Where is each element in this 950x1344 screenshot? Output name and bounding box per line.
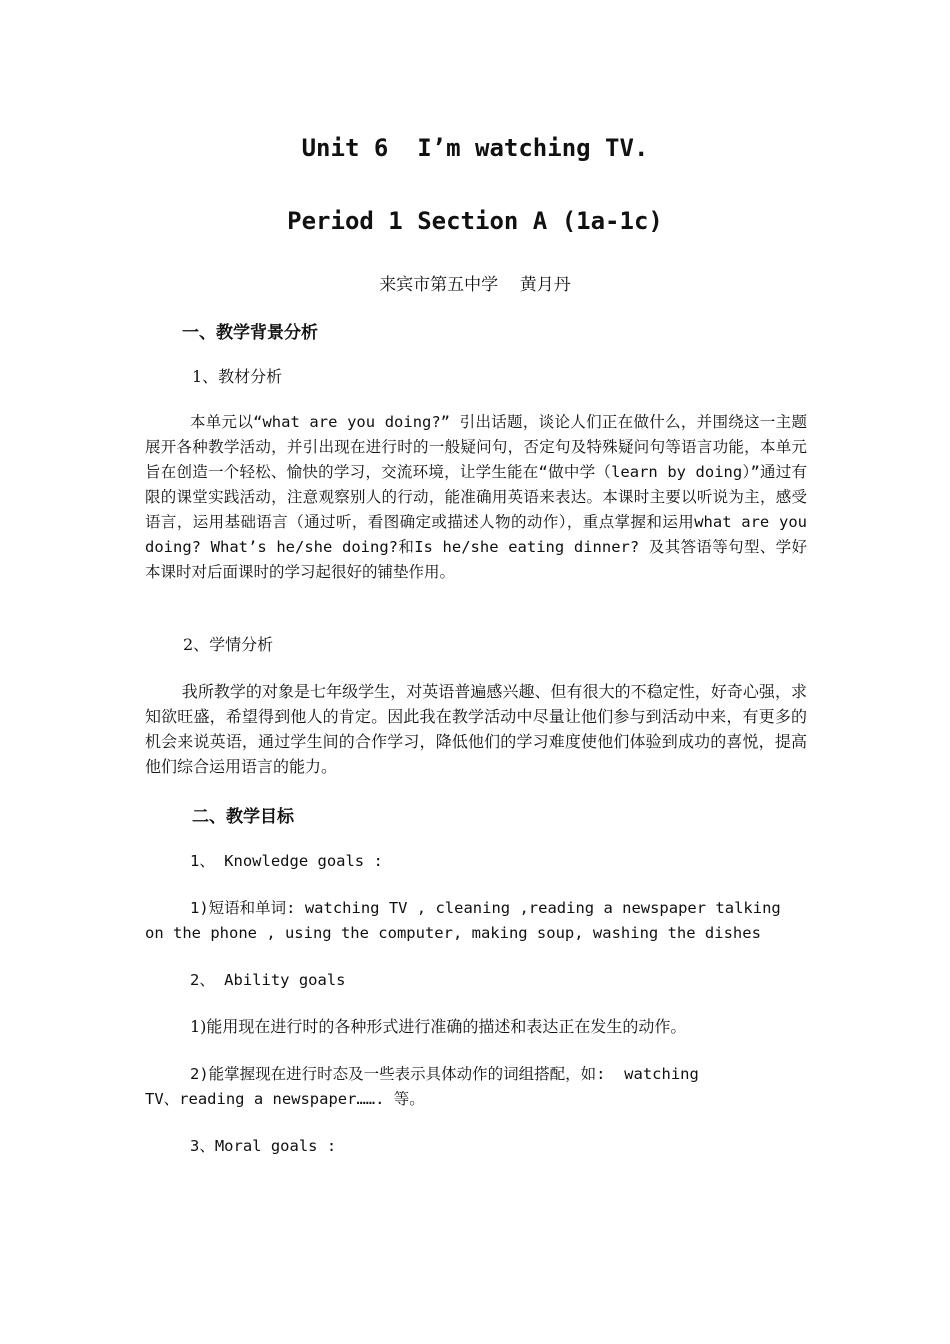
goal-ability-item1: 1)能用现在进行时的各种形式进行准确的描述和表达正在发生的动作。 bbox=[190, 1017, 687, 1036]
goal-ability-item2-line1: 2)能掌握现在进行时态及一些表示具体动作的词组搭配，如: watching bbox=[190, 1065, 699, 1083]
goal-knowledge-item-line2: on the phone , using the computer, making soup, washing the dishes bbox=[145, 924, 761, 942]
paragraph-textbook-analysis: 本单元以“what are you doing?” 引出话题，谈论人们正在做什么，并围绕这一主题展开各种教学活动，并引出现在进行时的一般疑问句，否定句及特殊疑问句等语言功能，本单元旨在创造一个轻松、愉快的学习，交流环境，让学生能在“做中学（learn by doing）”通过有限的课堂实践活动，注意观察别人的行动，能准确用英语来表达。本课时主要以听说为主，感受语言，运用基础语言（通过听，看图确定或描述人物的动作），重点掌握和运用what are you doing? What’s he/she doing?和Is he/she eating dinner? 及其答语等句型、学好本课时对后面课时的学习起很好的铺垫作用。 bbox=[145, 413, 807, 581]
goal-knowledge-heading: 1、 Knowledge goals : bbox=[190, 852, 383, 870]
section-heading-objectives: 二、教学目标 bbox=[192, 807, 294, 827]
goal-moral-heading: 3、Moral goals : bbox=[190, 1137, 337, 1155]
document-title: Unit 6 I’m watching TV. bbox=[301, 134, 649, 162]
goal-ability-item2-line2: TV、reading a newspaper……. 等。 bbox=[145, 1090, 425, 1108]
goal-knowledge-item-line1: 1)短语和单词: watching TV , cleaning ,reading a newspaper talking bbox=[190, 899, 781, 917]
paragraph-student-analysis: 我所教学的对象是七年级学生，对英语普遍感兴趣、但有很大的不稳定性，好奇心强，求知欲旺盛，希望得到他人的肯定。因此我在教学活动中尽量让他们参与到活动中来，有更多的机会来说英语，通过学生间的合作学习，降低他们的学习难度使他们体验到成功的喜悦，提高他们综合运用语言的能力。 bbox=[145, 682, 807, 776]
goal-ability-heading: 2、 Ability goals bbox=[190, 971, 346, 989]
subheading-student-analysis: 2、学情分析 bbox=[183, 635, 274, 654]
subheading-textbook-analysis: 1、教材分析 bbox=[192, 367, 283, 386]
author-line: 来宾市第五中学 黄月丹 bbox=[379, 275, 571, 295]
document-subtitle: Period 1 Section A (1a-1c) bbox=[287, 207, 663, 235]
section-heading-background: 一、教学背景分析 bbox=[182, 323, 318, 343]
